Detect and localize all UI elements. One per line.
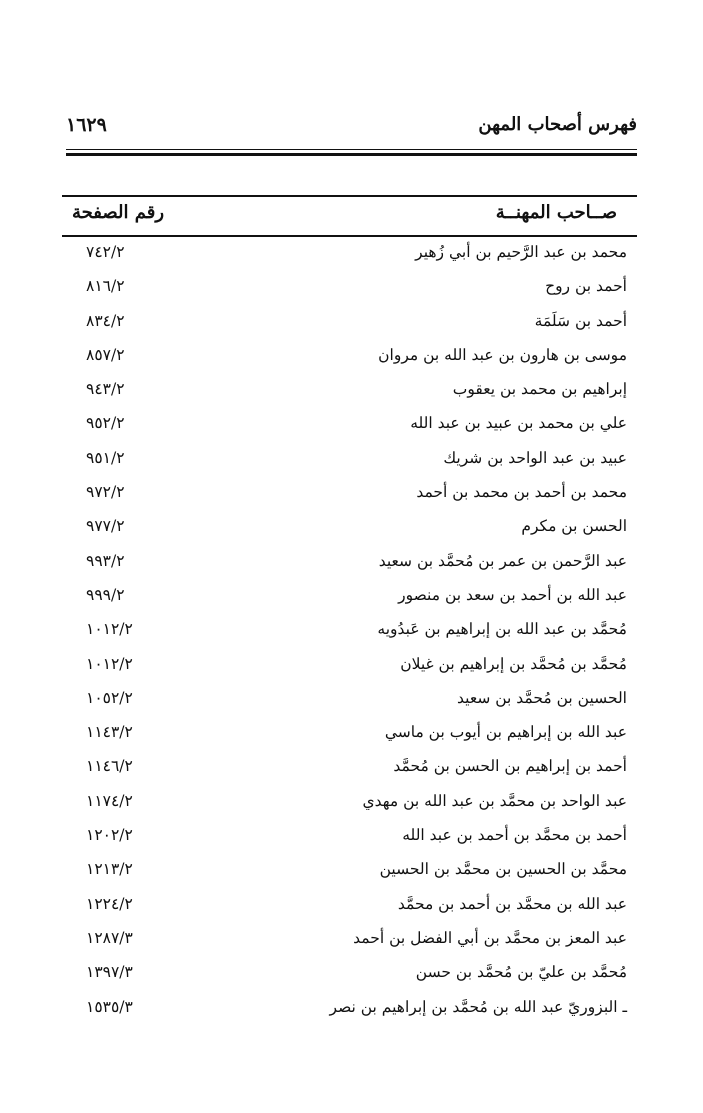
row-page: ١٠٥٢/٢ — [86, 688, 133, 707]
table-row — [62, 649, 637, 683]
table-row — [62, 546, 637, 580]
table-row — [62, 751, 637, 785]
row-name: الحسن بن مكرم — [521, 517, 627, 536]
row-page: ٧٤٢/٢ — [86, 243, 125, 261]
row-name: مُحمَّد بن مُحمَّد بن إبراهيم بن غيلان — [400, 654, 627, 673]
index-table-rows — [62, 237, 637, 1026]
row-page: ٨٣٤/٢ — [86, 311, 125, 330]
table-row — [62, 992, 637, 1026]
table-row — [62, 923, 637, 957]
table-column-header — [62, 200, 637, 230]
table-row — [62, 477, 637, 511]
row-name: محمد بن أحمد بن محمد بن أحمد — [416, 483, 627, 502]
row-name: علي بن محمد بن عبيد بن عبد الله — [410, 414, 627, 433]
table-row — [62, 237, 637, 271]
row-page: ٩٧٢/٢ — [86, 483, 125, 502]
table-row — [62, 580, 637, 614]
row-page: ٨٥٧/٢ — [86, 345, 125, 364]
table-row — [62, 889, 637, 923]
row-name: الحسين بن مُحمَّد بن سعيد — [457, 688, 627, 707]
row-page: ١٥٣٥/٣ — [86, 997, 133, 1016]
table-top-rule — [62, 195, 637, 197]
table-row — [62, 820, 637, 854]
table-row — [62, 306, 637, 340]
row-name: مُحمَّد بن عليّ بن مُحمَّد بن حسن — [415, 963, 627, 982]
table-row — [62, 683, 637, 717]
running-head-title: فهرس أصحاب المهن — [478, 114, 637, 135]
row-name: أحمد بن إبراهيم بن الحسن بن مُحمَّد — [393, 757, 627, 776]
row-name: إبراهيم بن محمد بن يعقوب — [452, 380, 627, 399]
row-name: محمَّد بن الحسين بن محمَّد بن الحسين — [379, 860, 627, 879]
row-page: ٩٧٧/٢ — [86, 517, 125, 536]
page-number: ١٦٢٩ — [66, 114, 107, 136]
row-page: ١١٤٣/٢ — [86, 723, 133, 742]
table-row — [62, 374, 637, 408]
table-row — [62, 614, 637, 648]
row-page: ١١٧٤/٢ — [86, 791, 133, 810]
header-rule-thick — [66, 153, 637, 156]
row-page: ١٢١٣/٢ — [86, 860, 133, 879]
row-name: عبد الله بن أحمد بن سعد بن منصور — [398, 585, 627, 604]
table-row — [62, 957, 637, 991]
table-row — [62, 854, 637, 888]
row-page: ٨١٦/٢ — [86, 277, 125, 296]
header-rule-thin — [66, 149, 637, 150]
row-page: ٩٩٩/٢ — [86, 585, 125, 604]
running-head — [66, 112, 637, 146]
column-header-name: صــاحب المهنــة — [495, 202, 617, 223]
row-page: ١٣٩٧/٣ — [86, 963, 133, 982]
row-name: عبد الرَّحمن بن عمر بن مُحمَّد بن سعيد — [378, 551, 627, 570]
row-page: ١٠١٢/٢ — [86, 654, 133, 673]
table-row — [62, 408, 637, 442]
row-name: عبد الله بن محمَّد بن أحمد بن محمَّد — [397, 894, 627, 913]
row-name: عبد الله بن إبراهيم بن أيوب بن ماسي — [384, 723, 627, 742]
row-name: أحمد بن سَلَمَة — [534, 311, 627, 330]
row-name: عبد المعز بن محمَّد بن أبي الفضل بن أحمد — [353, 928, 627, 947]
table-row — [62, 717, 637, 751]
table-row — [62, 511, 637, 545]
table-row — [62, 443, 637, 477]
table-row — [62, 786, 637, 820]
row-page: ١٢٠٢/٢ — [86, 826, 133, 845]
row-name: ـ البزوريّ عبد الله بن مُحمَّد بن إبراهيم بن نصر — [329, 997, 627, 1016]
row-name: أحمد بن روح — [545, 277, 627, 296]
row-name: مُحمَّد بن عبد الله بن إبراهيم بن عَبدُويه — [377, 620, 627, 639]
column-header-page: رقم الصفحة — [72, 202, 165, 223]
row-page: ١٢٢٤/٢ — [86, 894, 133, 913]
row-page: ٩٥١/٢ — [86, 448, 125, 467]
table-row — [62, 271, 637, 305]
table-row — [62, 340, 637, 374]
row-name: عبد الواحد بن محمَّد بن عبد الله بن مهدي — [362, 791, 627, 810]
row-name: موسى بن هارون بن عبد الله بن مروان — [378, 345, 627, 364]
row-name: عبيد بن عبد الواحد بن شريك — [443, 448, 627, 467]
row-page: ١١٤٦/٢ — [86, 757, 133, 776]
row-page: ١٢٨٧/٣ — [86, 928, 133, 947]
row-page: ١٠١٢/٢ — [86, 620, 133, 639]
row-page: ٩٤٣/٢ — [86, 380, 125, 399]
row-page: ٩٩٣/٢ — [86, 551, 125, 570]
row-name: أحمد بن محمَّد بن أحمد بن عبد الله — [402, 826, 627, 845]
row-page: ٩٥٢/٢ — [86, 414, 125, 433]
row-name: محمد بن عبد الرَّحيم بن أبي زُهير — [415, 243, 627, 261]
